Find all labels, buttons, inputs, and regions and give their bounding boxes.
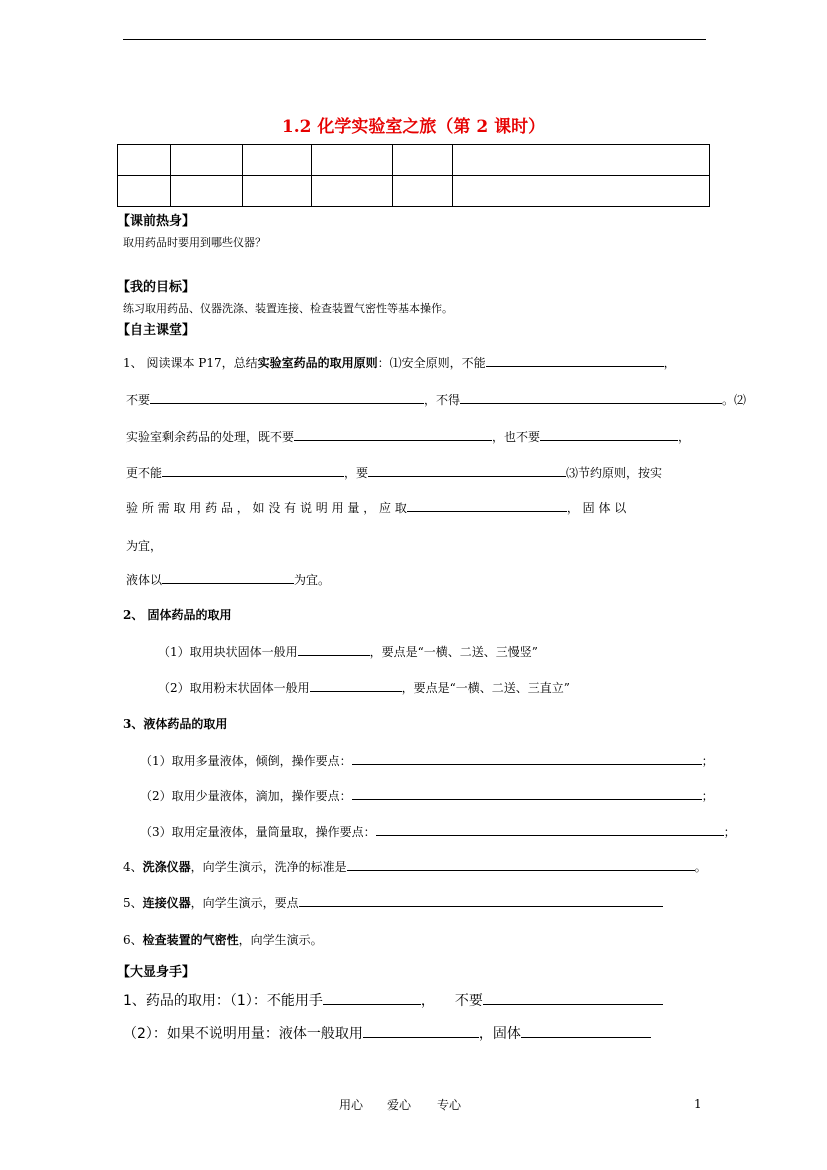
q5-bold-text: 连接仪器 [142,896,191,910]
answer-blank[interactable] [460,391,722,404]
question-5 [123,894,663,911]
q1-text: ， [663,356,676,370]
table-cell [312,145,393,176]
q1-text: 1、 阅读课本 P17，总结 [123,356,258,370]
q3-text: （1）取用多量液体，倾倒，操作要点： [140,754,352,768]
q1-bold-text: 实验室药品的取用原则 [257,356,378,370]
table-cell [171,145,243,176]
footer-motto-1: 用心 [339,1098,364,1112]
section-heading-warmup: 【课前热身】 [117,214,196,229]
warmup-question: 取用药品时要用到哪些仪器？ [123,236,266,249]
q1-text: 不要 [126,393,151,407]
q1-text: 。⑵ [722,393,747,407]
practice-text: 1、药品的取用：（1）：不能用手 [123,993,323,1009]
table-cell [393,145,453,176]
q5-text: 5、 [123,896,143,910]
answer-blank[interactable] [162,464,344,477]
q1-text: 更不能 [126,466,163,480]
q3-text: （3）取用定量液体，量筒量取，操作要点： [140,825,376,839]
q4-text: 4、 [123,860,143,874]
question-1-line-6: 为宜， [126,539,163,553]
question-2-2 [158,679,570,696]
q1-text: 验 所 需 取 用 药 品 ， 如 没 有 说 明 用 量 ， 应 取 [126,501,407,515]
q1-text: ，也不要 [492,430,541,444]
answer-blank[interactable] [352,787,702,800]
q2-text: （1）取用块状固体一般用 [158,645,298,659]
answer-blank[interactable] [150,391,424,404]
answer-blank[interactable] [347,858,695,871]
q3-text: ； [701,789,714,803]
answer-blank[interactable] [299,894,663,907]
question-3-3 [140,823,736,840]
goals-text: 练习取用药品、仪器洗涤、装置连接、检查装置气密性等基本操作。 [123,302,453,315]
q6-bold-text: 检查装置的气密性 [142,933,239,947]
answer-blank[interactable] [368,464,566,477]
q1-text: ， 固 体 以 [566,501,627,515]
question-2-heading: 2、 固体药品的取用 [123,608,232,622]
q6-text: ，向学生演示。 [238,933,323,947]
q4-bold-text: 洗涤仪器 [142,860,191,874]
q2-text: ，要点是“一横、二送、三直立” [401,681,570,695]
q1-text: ⑶节约原则，按实 [566,466,663,480]
info-table [117,144,710,207]
table-cell [453,176,710,207]
practice-text: 不要 [454,993,483,1009]
answer-blank[interactable] [162,571,294,584]
q2-text: ，要点是“一横、二送、三慢竖” [369,645,538,659]
q1-text: 实验室剩余药品的处理，既不要 [126,430,295,444]
q3-text: ； [723,825,736,839]
table-cell [393,176,453,207]
question-6 [123,931,323,948]
question-3-heading: 3、液体药品的取用 [123,717,228,731]
q2-text: （2）取用粉末状固体一般用 [158,681,310,695]
answer-blank[interactable] [483,992,663,1005]
practice-text: ，固体 [478,1026,521,1042]
q1-text: ， [678,430,691,444]
answer-blank[interactable] [294,428,492,441]
question-1-line-3 [126,428,690,445]
question-1-line-1 [123,354,676,371]
q3-text: （2）取用少量液体，滴加，操作要点： [140,789,352,803]
table-row [118,145,710,176]
table-row [118,176,710,207]
table-cell [118,176,171,207]
table-cell [171,176,243,207]
table-cell [312,176,393,207]
answer-blank[interactable] [323,992,421,1005]
practice-line-2 [123,1023,651,1043]
section-heading-goals: 【我的目标】 [117,280,196,295]
question-3-2 [140,787,714,804]
q1-text: 液体以 [126,573,163,587]
q1-text: 为宜。 [294,573,331,587]
section-heading-practice: 【大显身手】 [117,965,196,980]
question-1-line-7 [126,571,330,588]
answer-blank[interactable] [352,752,702,765]
q3-text: ； [701,754,714,768]
q1-text: ，要 [344,466,369,480]
footer-motto-3: 专心 [437,1098,462,1112]
answer-blank[interactable] [376,823,724,836]
q5-text: ，向学生演示，要点 [190,896,299,910]
page-title: 1.2 化学实验室之旅（第 2 课时） [281,117,546,137]
q1-text: ，不得 [424,393,461,407]
answer-blank[interactable] [407,499,567,512]
table-cell [453,145,710,176]
answer-blank[interactable] [486,354,664,367]
q1-text: ：⑴安全原则，不能 [377,356,486,370]
section-heading-self-study: 【自主课堂】 [117,323,196,338]
answer-blank[interactable] [298,643,370,656]
header-rule [123,39,706,40]
q4-text: ，向学生演示，洗净的标准是 [190,860,347,874]
practice-text: ， [420,993,435,1009]
question-4 [123,858,707,875]
question-1-line-2 [126,391,746,408]
practice-line-1 [123,990,663,1010]
practice-text: （2）：如果不说明用量：液体一般取用 [123,1026,363,1042]
answer-blank[interactable] [310,679,402,692]
page-number: 1 [694,1097,702,1111]
table-cell [243,145,312,176]
table-cell [118,145,171,176]
question-3-1 [140,752,714,769]
answer-blank[interactable] [540,428,678,441]
table-cell [243,176,312,207]
answer-blank[interactable] [363,1025,479,1038]
footer-motto-2: 爱心 [387,1098,412,1112]
q4-text: 。 [694,860,707,874]
question-2-1 [158,643,538,660]
question-1-line-4 [126,464,662,481]
answer-blank[interactable] [521,1025,651,1038]
question-1-line-5 [126,499,626,516]
q6-text: 6、 [123,933,143,947]
